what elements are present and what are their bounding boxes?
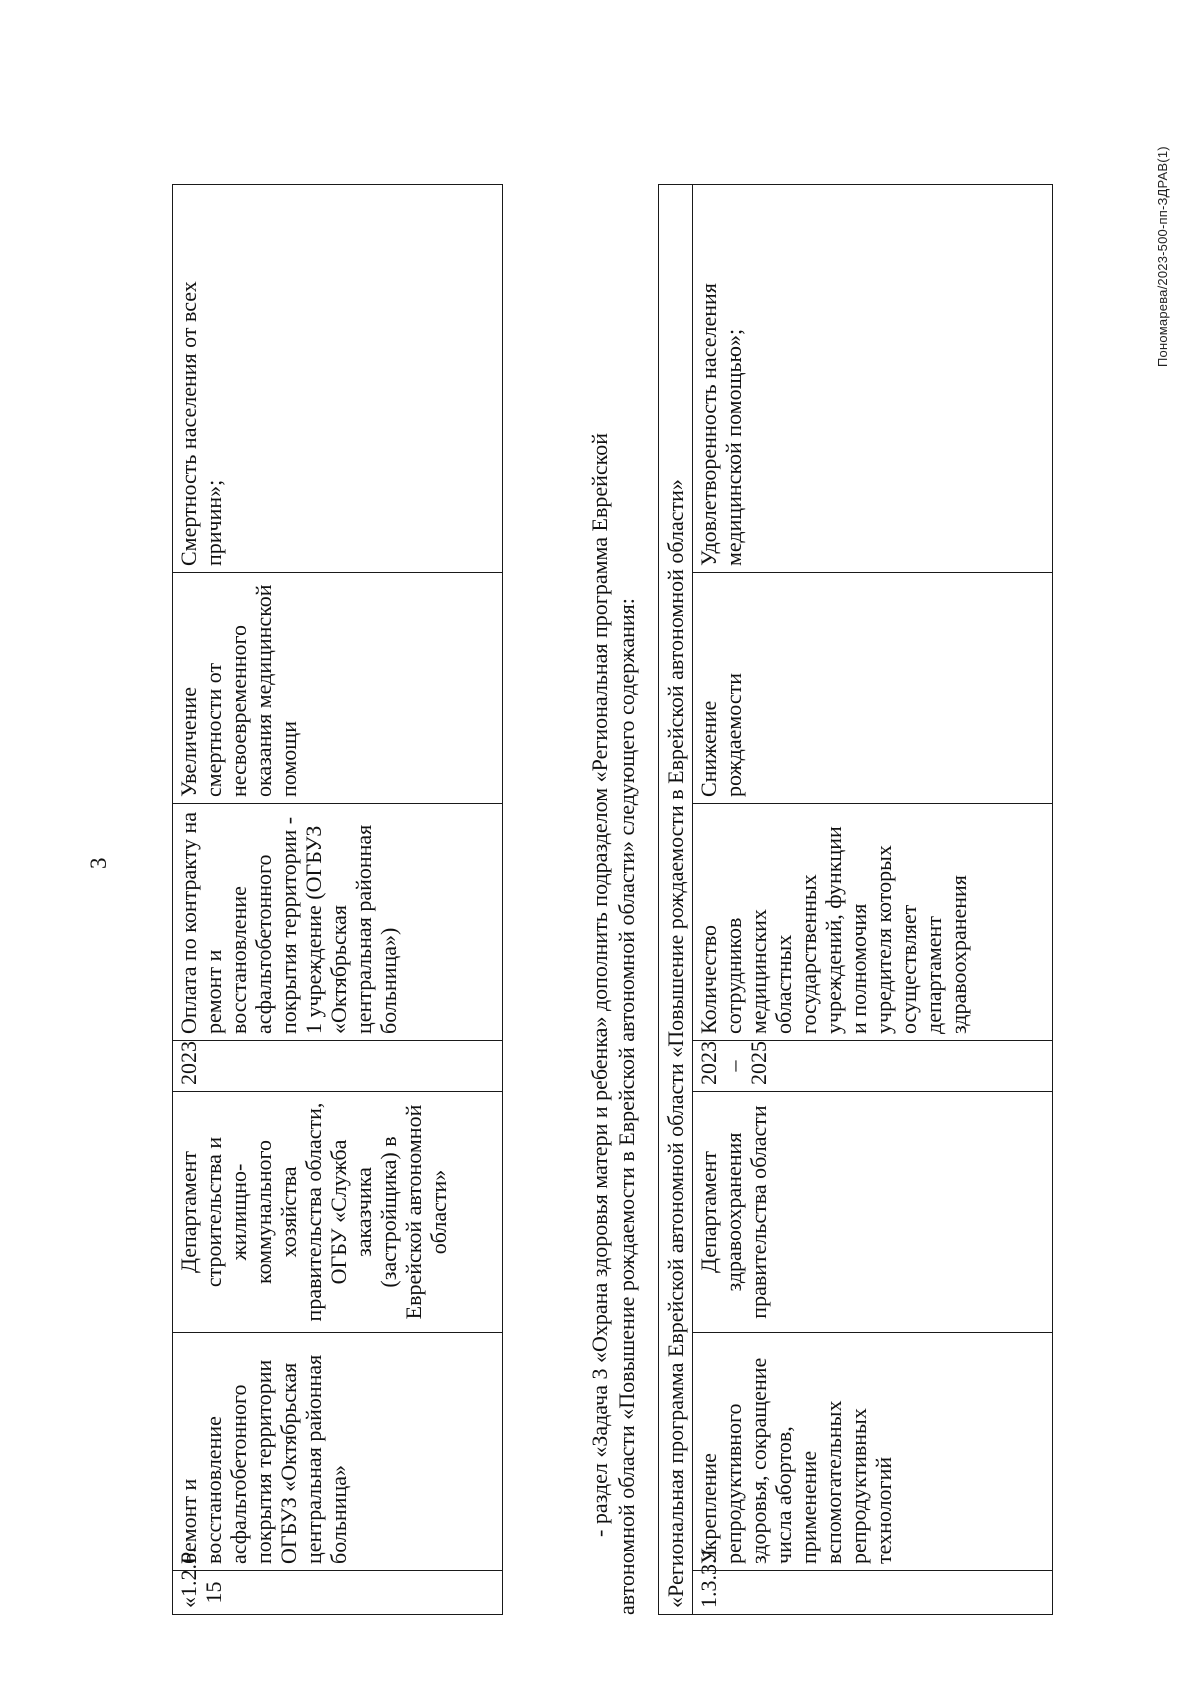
- program-heading: «Региональная программа Еврейской автономной области «Повышение рождаемости в Еврейской автономной области»: [659, 184, 693, 1614]
- cell-consequence: Снижение рождаемости: [693, 573, 1053, 804]
- cell-indicator: Удовлетворенность населения медицинской помощью»;: [693, 184, 1053, 572]
- cell-result: Количество сотрудников медицинских областных государственных учреждений, функции и полномочия учредителя которых осуществляет департамент здравоохранения: [693, 804, 1053, 1041]
- cell-name: Укрепление репродуктивного здоровья, сокращение числа абортов, применение вспомогательных репродуктивных технологий: [693, 1333, 1053, 1571]
- table-row: [173, 185, 503, 1615]
- cell-number: 1.3.3.1: [693, 1571, 1053, 1615]
- paragraph-line-2: автономной области «Повышение рождаемости в Еврейской автономной области» следующего содержания:: [614, 598, 639, 1615]
- measures-table-1: [172, 184, 503, 1615]
- cell-year: 2023 – 2025: [693, 1041, 1053, 1092]
- table-row: [693, 184, 1053, 1614]
- cell-number: «1.2.6. 15: [173, 1571, 503, 1615]
- cell-consequence: Увеличение смертности от несвоевременного оказания медицинской помощи: [173, 573, 503, 804]
- amendment-paragraph: [586, 180, 640, 1615]
- paragraph-line-1: - раздел «Задача 3 «Охрана здоровья матери и ребенка» дополнить подразделом «Региональная программа Еврейской: [587, 432, 612, 1537]
- cell-result: Оплата по контракту на ремонт и восстановление асфальтобетонного покрытия территории - 1 учреждение (ОГБУЗ «Октябрьская центральная районная больница»): [173, 804, 503, 1041]
- table-heading-row: [659, 184, 693, 1614]
- cell-name: Ремонт и восстановление асфальтобетонного покрытия территории ОГБУЗ «Октябрьская центральная районная больница»: [173, 1333, 503, 1571]
- document-signature: Пономарева/2023-500-пп-ЗДРАВ(1): [1155, 146, 1170, 367]
- cell-indicator: Смертность населения от всех причин»;: [173, 185, 503, 573]
- cell-executor: Департамент здравоохранения правительства области: [693, 1092, 1053, 1333]
- cell-year: 2023: [173, 1041, 503, 1092]
- page-number: 3: [86, 857, 111, 869]
- cell-executor: Департамент строительства и жилищно-коммунального хозяйства правительства области, ОГБУ «Служба заказчика (застройщика) в Еврейской автономной области»: [173, 1092, 503, 1333]
- measures-table-2: [658, 184, 1053, 1615]
